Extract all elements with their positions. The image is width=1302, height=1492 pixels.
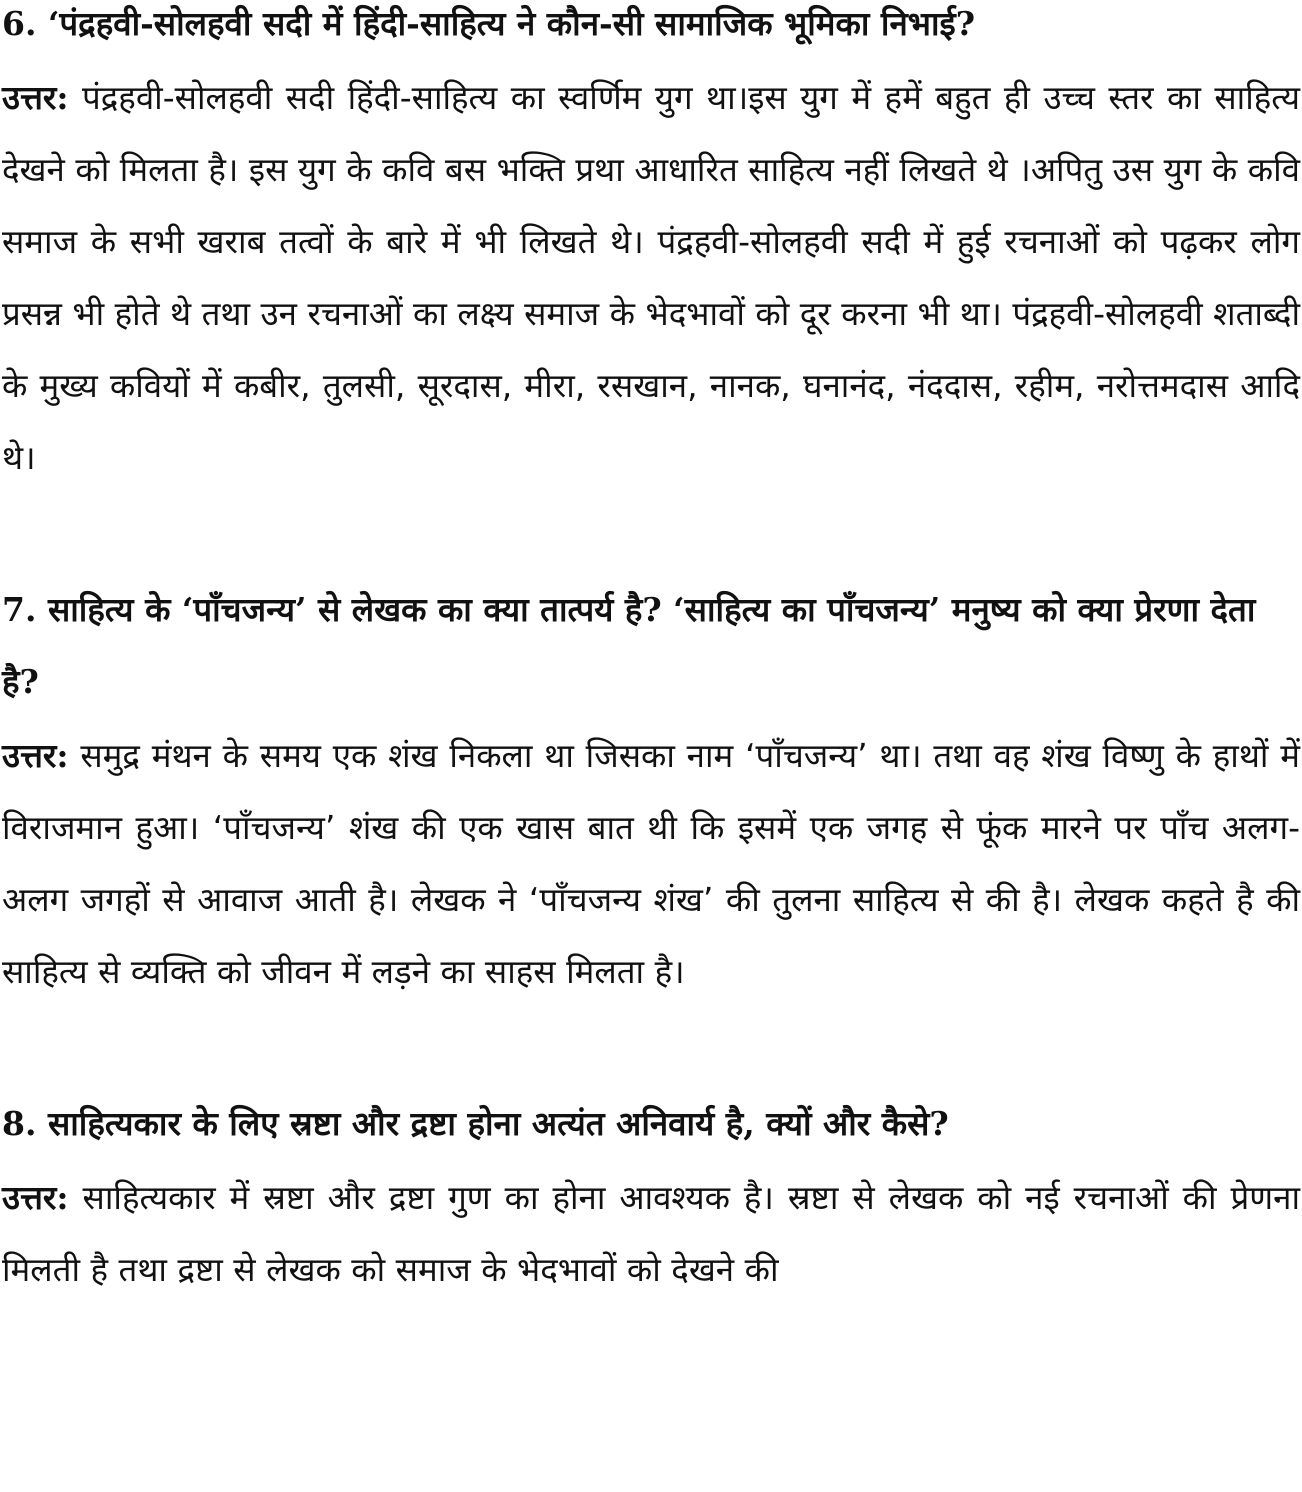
question-block-6 [2, 0, 1300, 494]
question-6-heading: 6. ‘पंद्रहवी-सोलहवी सदी में हिंदी-साहित्य ने कौन-सी सामाजिक भूमिका निभाई? [2, 4, 976, 43]
answer-7-text: समुद्र मंथन के समय एक शंख निकला था जिसका नाम ‘पाँचजन्य’ था। तथा वह शंख विष्णु के हाथों में विराजमान हुआ। ‘पाँचजन्य’ शंख की एक खास बात थी कि इसमें एक जगह से फूंक मारने पर पाँच अलग-अलग जगहों से आवाज आती है। लेखक ने ‘पाँचजन्य शंख’ की तुलना साहित्य से की है। लेखक कहते है की साहित्य से व्यक्ति को जीवन में लड़ने का साहस मिलता है। [2, 736, 1300, 991]
answer-7-paragraph [2, 720, 1300, 1008]
question-7-heading: 7. साहित्य के ‘पाँचजन्य’ से लेखक का क्या तात्पर्य है? ‘साहित्य का पाँचजन्य’ मनुष्य को क्या प्रेरणा देता है? [2, 590, 1256, 701]
answer-label: उत्तर: [2, 78, 69, 117]
answer-8-text: साहित्यकार में स्रष्टा और द्रष्टा गुण का होना आवश्यक है। स्रष्टा से लेखक को नई रचनाओं की प्रेणना मिलती है तथा द्रष्टा से लेखक को समाज के भेदभावों को देखने की [2, 1178, 1300, 1289]
question-block-8 [2, 1088, 1300, 1306]
answer-6-paragraph [2, 62, 1300, 494]
answer-label: उत्तर: [2, 1178, 69, 1217]
answer-6-text: पंद्रहवी-सोलहवी सदी हिंदी-साहित्य का स्वर्णिम युग था।इस युग में हमें बहुत ही उच्च स्तर का साहित्य देखने को मिलता है। इस युग के कवि बस भक्ति प्रथा आधारित साहित्य नहीं लिखते थे ।अपितु उस युग के कवि समाज के सभी खराब तत्वों के बारे में भी लिखते थे। पंद्रहवी-सोलहवी सदी में हुई रचनाओं को पढ़कर लोग प्रसन्न भी होते थे तथा उन रचनाओं का लक्ष्य समाज के भेदभावों को दूर करना भी था। पंद्रहवी-सोलहवी शताब्दी के मुख्य कवियों में कबीर, तुलसी, सूरदास, मीरा, रसखान, नानक, घनानंद, नंददास, रहीम, नरोत्तमदास आदि थे। [2, 78, 1300, 477]
answer-label: उत्तर: [2, 736, 69, 775]
question-8-heading: 8. साहित्यकार के लिए स्रष्टा और द्रष्टा होना अत्यंत अनिवार्य है, क्यों और कैसे? [2, 1104, 949, 1143]
question-block-7 [2, 574, 1300, 1008]
answer-8-paragraph [2, 1162, 1300, 1306]
